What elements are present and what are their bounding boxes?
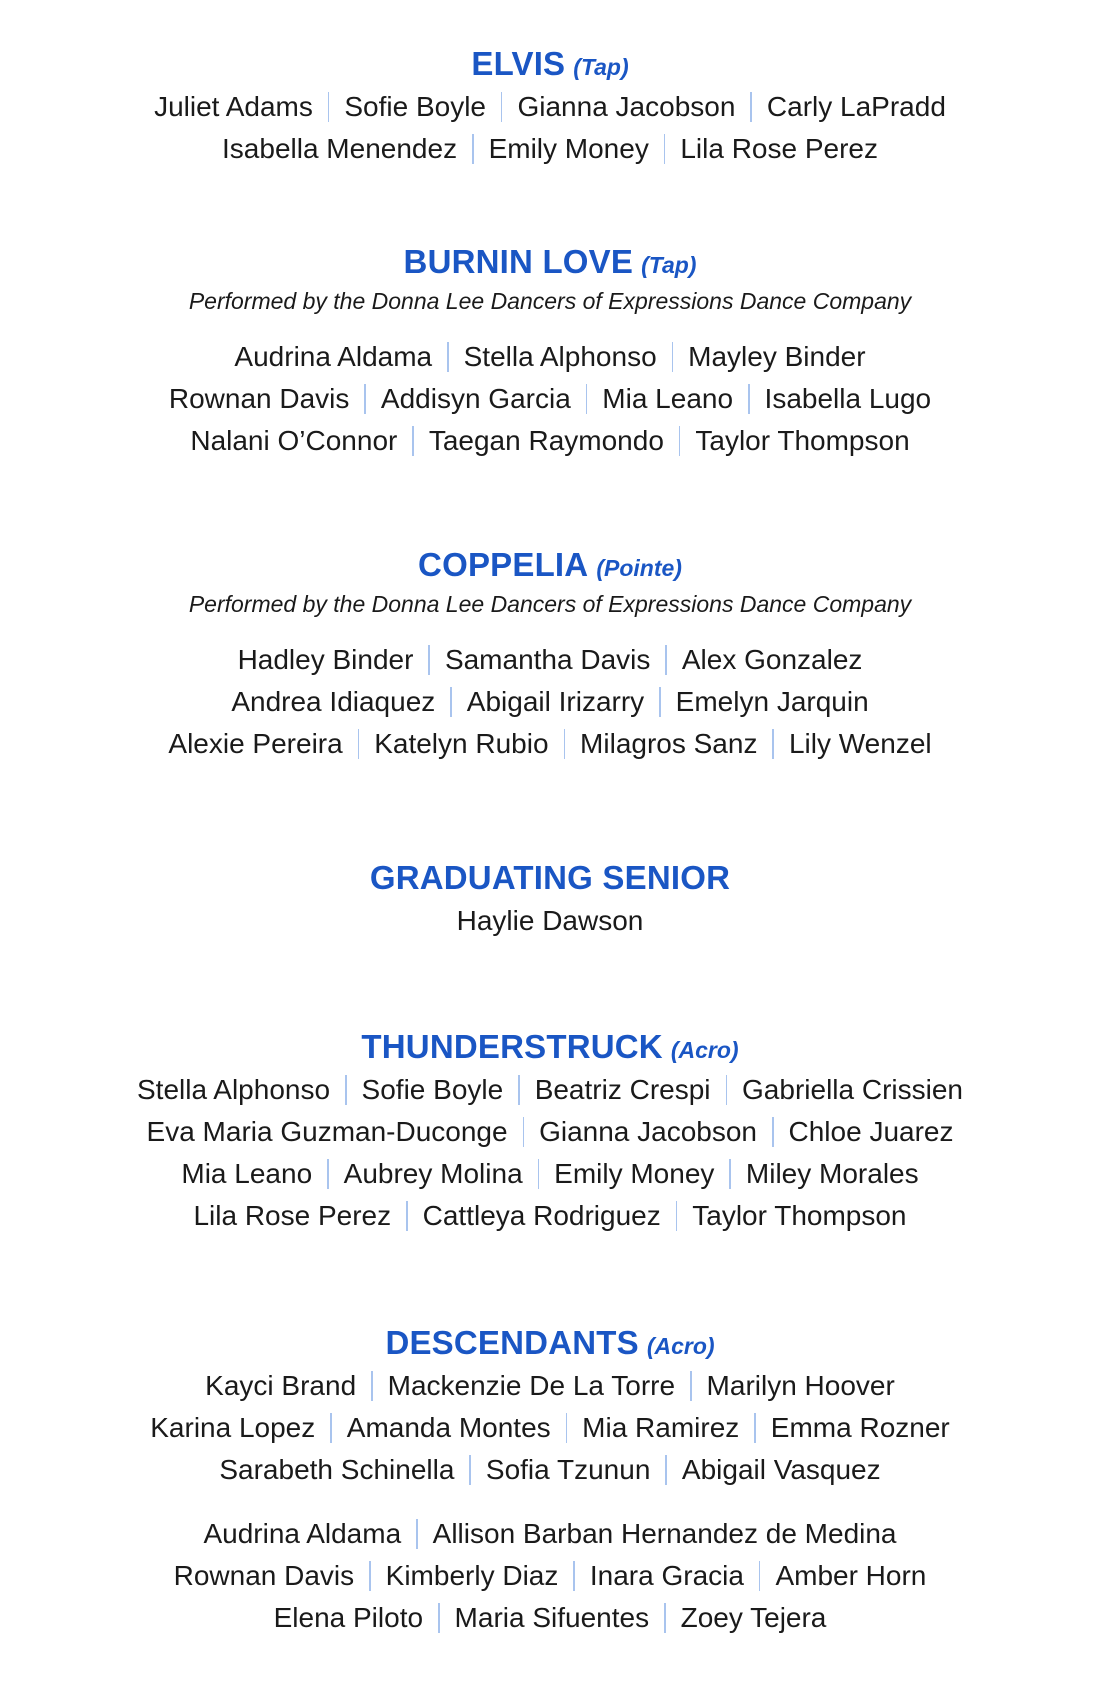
- dancer-name: Marilyn Hoover: [706, 1370, 895, 1401]
- dancer-name: Cattleya Rodriguez: [422, 1200, 661, 1231]
- dancer-name: Inara Gracia: [589, 1560, 744, 1591]
- dancer-name: Alex Gonzalez: [681, 644, 863, 675]
- dancer-name: Milagros Sanz: [580, 728, 758, 759]
- dancer-name: Lila Rose Perez: [680, 133, 878, 164]
- dancer-name: Chloe Juarez: [788, 1116, 954, 1147]
- dancer-name: Amanda Montes: [346, 1412, 551, 1443]
- dancer-name: Karina Lopez: [150, 1412, 316, 1443]
- name-separator: [518, 1075, 520, 1105]
- name-separator: [416, 1519, 418, 1549]
- dancer-row: [0, 900, 1100, 942]
- section-heading: [0, 1321, 1100, 1365]
- dancer-name: Haylie Dawson: [456, 905, 644, 936]
- dancer-name: Gabriella Crissien: [742, 1074, 963, 1105]
- dancer-name: Emelyn Jarquin: [675, 686, 869, 717]
- dancer-row: [0, 1449, 1100, 1491]
- dancer-name: Isabella Lugo: [764, 383, 932, 414]
- dancer-row: [0, 1365, 1100, 1407]
- dancer-name: Taylor Thompson: [695, 425, 910, 456]
- dancer-name: Stella Alphonso: [137, 1074, 331, 1105]
- name-separator: [664, 134, 666, 164]
- dancer-row: [0, 1195, 1100, 1237]
- name-separator: [672, 342, 674, 372]
- dancer-row: [0, 86, 1100, 128]
- dancer-group: [0, 1069, 1100, 1237]
- name-separator: [472, 134, 474, 164]
- dancer-name: Taylor Thompson: [692, 1200, 907, 1231]
- dancer-name: Carly LaPradd: [766, 91, 946, 122]
- name-separator: [679, 426, 681, 456]
- dancer-name: Lila Rose Perez: [193, 1200, 392, 1231]
- dancer-row: [0, 1555, 1100, 1597]
- dancer-group: [0, 1513, 1100, 1639]
- name-separator: [447, 342, 449, 372]
- dancer-name: Taegan Raymondo: [428, 425, 664, 456]
- name-separator: [412, 426, 414, 456]
- dancer-name: Samantha Davis: [444, 644, 651, 675]
- dancer-name: Sofie Boyle: [344, 91, 486, 122]
- dancer-name: Emily Money: [488, 133, 649, 164]
- dancer-name: Abigail Vasquez: [681, 1454, 881, 1485]
- dancer-row: [0, 1069, 1100, 1111]
- name-separator: [759, 1561, 761, 1591]
- name-separator: [330, 1413, 332, 1443]
- dancer-name: Sarabeth Schinella: [219, 1454, 455, 1485]
- dancer-row: [0, 1407, 1100, 1449]
- dancer-name: Amber Horn: [775, 1560, 927, 1591]
- name-separator: [676, 1201, 678, 1231]
- program-section: [0, 856, 1100, 942]
- dancer-name: Isabella Menendez: [222, 133, 458, 164]
- dancer-row: [0, 420, 1100, 462]
- dancer-name: Rownan Davis: [173, 1560, 355, 1591]
- section-title: COPPELIA: [418, 546, 589, 583]
- name-separator: [748, 384, 750, 414]
- dancer-group: [0, 1365, 1100, 1491]
- name-separator: [369, 1561, 371, 1591]
- dancer-row: [0, 336, 1100, 378]
- dancer-name: Beatriz Crespi: [534, 1074, 711, 1105]
- name-separator: [665, 1455, 667, 1485]
- dancer-name: Audrina Aldama: [234, 341, 433, 372]
- dancer-name: Emma Rozner: [770, 1412, 950, 1443]
- dancer-name: Rownan Davis: [168, 383, 350, 414]
- dancer-row: [0, 639, 1100, 681]
- dancer-row: [0, 378, 1100, 420]
- dance-style: (Acro): [670, 1037, 739, 1063]
- name-separator: [690, 1371, 692, 1401]
- dancer-name: Mayley Binder: [688, 341, 866, 372]
- name-separator: [726, 1075, 728, 1105]
- dancer-name: Aubrey Molina: [343, 1158, 523, 1189]
- section-heading: [0, 1025, 1100, 1069]
- section-title: ELVIS: [471, 45, 566, 82]
- dancer-group: [0, 336, 1100, 462]
- dancer-name: Abigail Irizarry: [466, 686, 645, 717]
- dance-style: (Tap): [573, 54, 629, 80]
- section-title: BURNIN LOVE: [403, 243, 634, 280]
- program-section: [0, 1025, 1100, 1237]
- name-separator: [358, 729, 360, 759]
- dancer-name: Emily Money: [554, 1158, 715, 1189]
- name-separator: [573, 1561, 575, 1591]
- dancer-name: Mia Leano: [181, 1158, 313, 1189]
- name-separator: [772, 1117, 774, 1147]
- program-section: [0, 240, 1100, 462]
- dancer-name: Mia Ramirez: [582, 1412, 740, 1443]
- dancer-row: [0, 1513, 1100, 1555]
- dancer-row: [0, 1111, 1100, 1153]
- dancer-name: Elena Piloto: [273, 1602, 424, 1633]
- name-separator: [327, 1159, 329, 1189]
- dancer-name: Audrina Aldama: [203, 1518, 402, 1549]
- section-subtitle: Performed by the Donna Lee Dancers of Expressions Dance Company: [188, 591, 912, 617]
- name-separator: [450, 687, 452, 717]
- dancer-name: Andrea Idiaquez: [231, 686, 436, 717]
- name-separator: [564, 729, 566, 759]
- name-separator: [501, 92, 503, 122]
- dancer-name: Kimberly Diaz: [385, 1560, 559, 1591]
- name-separator: [772, 729, 774, 759]
- name-separator: [750, 92, 752, 122]
- dancer-name: Kayci Brand: [205, 1370, 357, 1401]
- name-separator: [586, 384, 588, 414]
- dancer-row: [0, 1597, 1100, 1639]
- name-separator: [469, 1455, 471, 1485]
- dancer-name: Stella Alphonso: [463, 341, 657, 372]
- dancer-name: Juliet Adams: [154, 91, 313, 122]
- dancer-name: Sofie Boyle: [361, 1074, 504, 1105]
- name-separator: [729, 1159, 731, 1189]
- dancer-name: Lily Wenzel: [788, 728, 932, 759]
- dancer-name: Maria Sifuentes: [454, 1602, 650, 1633]
- section-title: THUNDERSTRUCK: [361, 1028, 663, 1065]
- dancer-name: Allison Barban Hernandez de Medina: [432, 1518, 897, 1549]
- program-section: [0, 543, 1100, 765]
- dancer-name: Miley Morales: [745, 1158, 919, 1189]
- name-separator: [364, 384, 366, 414]
- section-title: DESCENDANTS: [385, 1324, 639, 1361]
- section-heading: [0, 240, 1100, 284]
- dancer-name: Sofia Tzunun: [485, 1454, 651, 1485]
- dancer-name: Nalani O’Connor: [190, 425, 398, 456]
- name-separator: [659, 687, 661, 717]
- dancer-name: Addisyn Garcia: [380, 383, 571, 414]
- dancer-name: Hadley Binder: [237, 644, 414, 675]
- name-separator: [665, 645, 667, 675]
- program-section: [0, 42, 1100, 170]
- name-separator: [371, 1371, 373, 1401]
- name-separator: [438, 1603, 440, 1633]
- name-separator: [328, 92, 330, 122]
- name-separator: [566, 1413, 568, 1443]
- name-separator: [406, 1201, 408, 1231]
- dance-style: (Acro): [646, 1333, 715, 1359]
- dancer-group: [0, 900, 1100, 942]
- dancer-name: Katelyn Rubio: [374, 728, 549, 759]
- dance-style: (Tap): [641, 252, 697, 278]
- dancer-row: [0, 128, 1100, 170]
- dancer-row: [0, 723, 1100, 765]
- dancer-group: [0, 639, 1100, 765]
- dancer-name: Alexie Pereira: [168, 728, 343, 759]
- dance-style: (Pointe): [596, 555, 682, 581]
- section-subtitle: Performed by the Donna Lee Dancers of Expressions Dance Company: [188, 288, 912, 314]
- name-separator: [538, 1159, 540, 1189]
- name-separator: [664, 1603, 666, 1633]
- name-separator: [523, 1117, 525, 1147]
- dancer-name: Gianna Jacobson: [517, 91, 736, 122]
- dancer-group: [0, 86, 1100, 170]
- dancer-name: Eva Maria Guzman-Duconge: [146, 1116, 508, 1147]
- dancer-name: Mia Leano: [602, 383, 734, 414]
- dancer-row: [0, 1153, 1100, 1195]
- name-separator: [754, 1413, 756, 1443]
- name-separator: [345, 1075, 347, 1105]
- dancer-row: [0, 681, 1100, 723]
- dancer-name: Mackenzie De La Torre: [387, 1370, 676, 1401]
- section-heading: [0, 42, 1100, 86]
- program-section: [0, 1321, 1100, 1639]
- dancer-name: Gianna Jacobson: [539, 1116, 757, 1147]
- section-title: GRADUATING SENIOR: [369, 859, 731, 896]
- name-separator: [428, 645, 430, 675]
- section-heading: [0, 543, 1100, 587]
- dancer-name: Zoey Tejera: [680, 1602, 827, 1633]
- section-heading: [0, 856, 1100, 900]
